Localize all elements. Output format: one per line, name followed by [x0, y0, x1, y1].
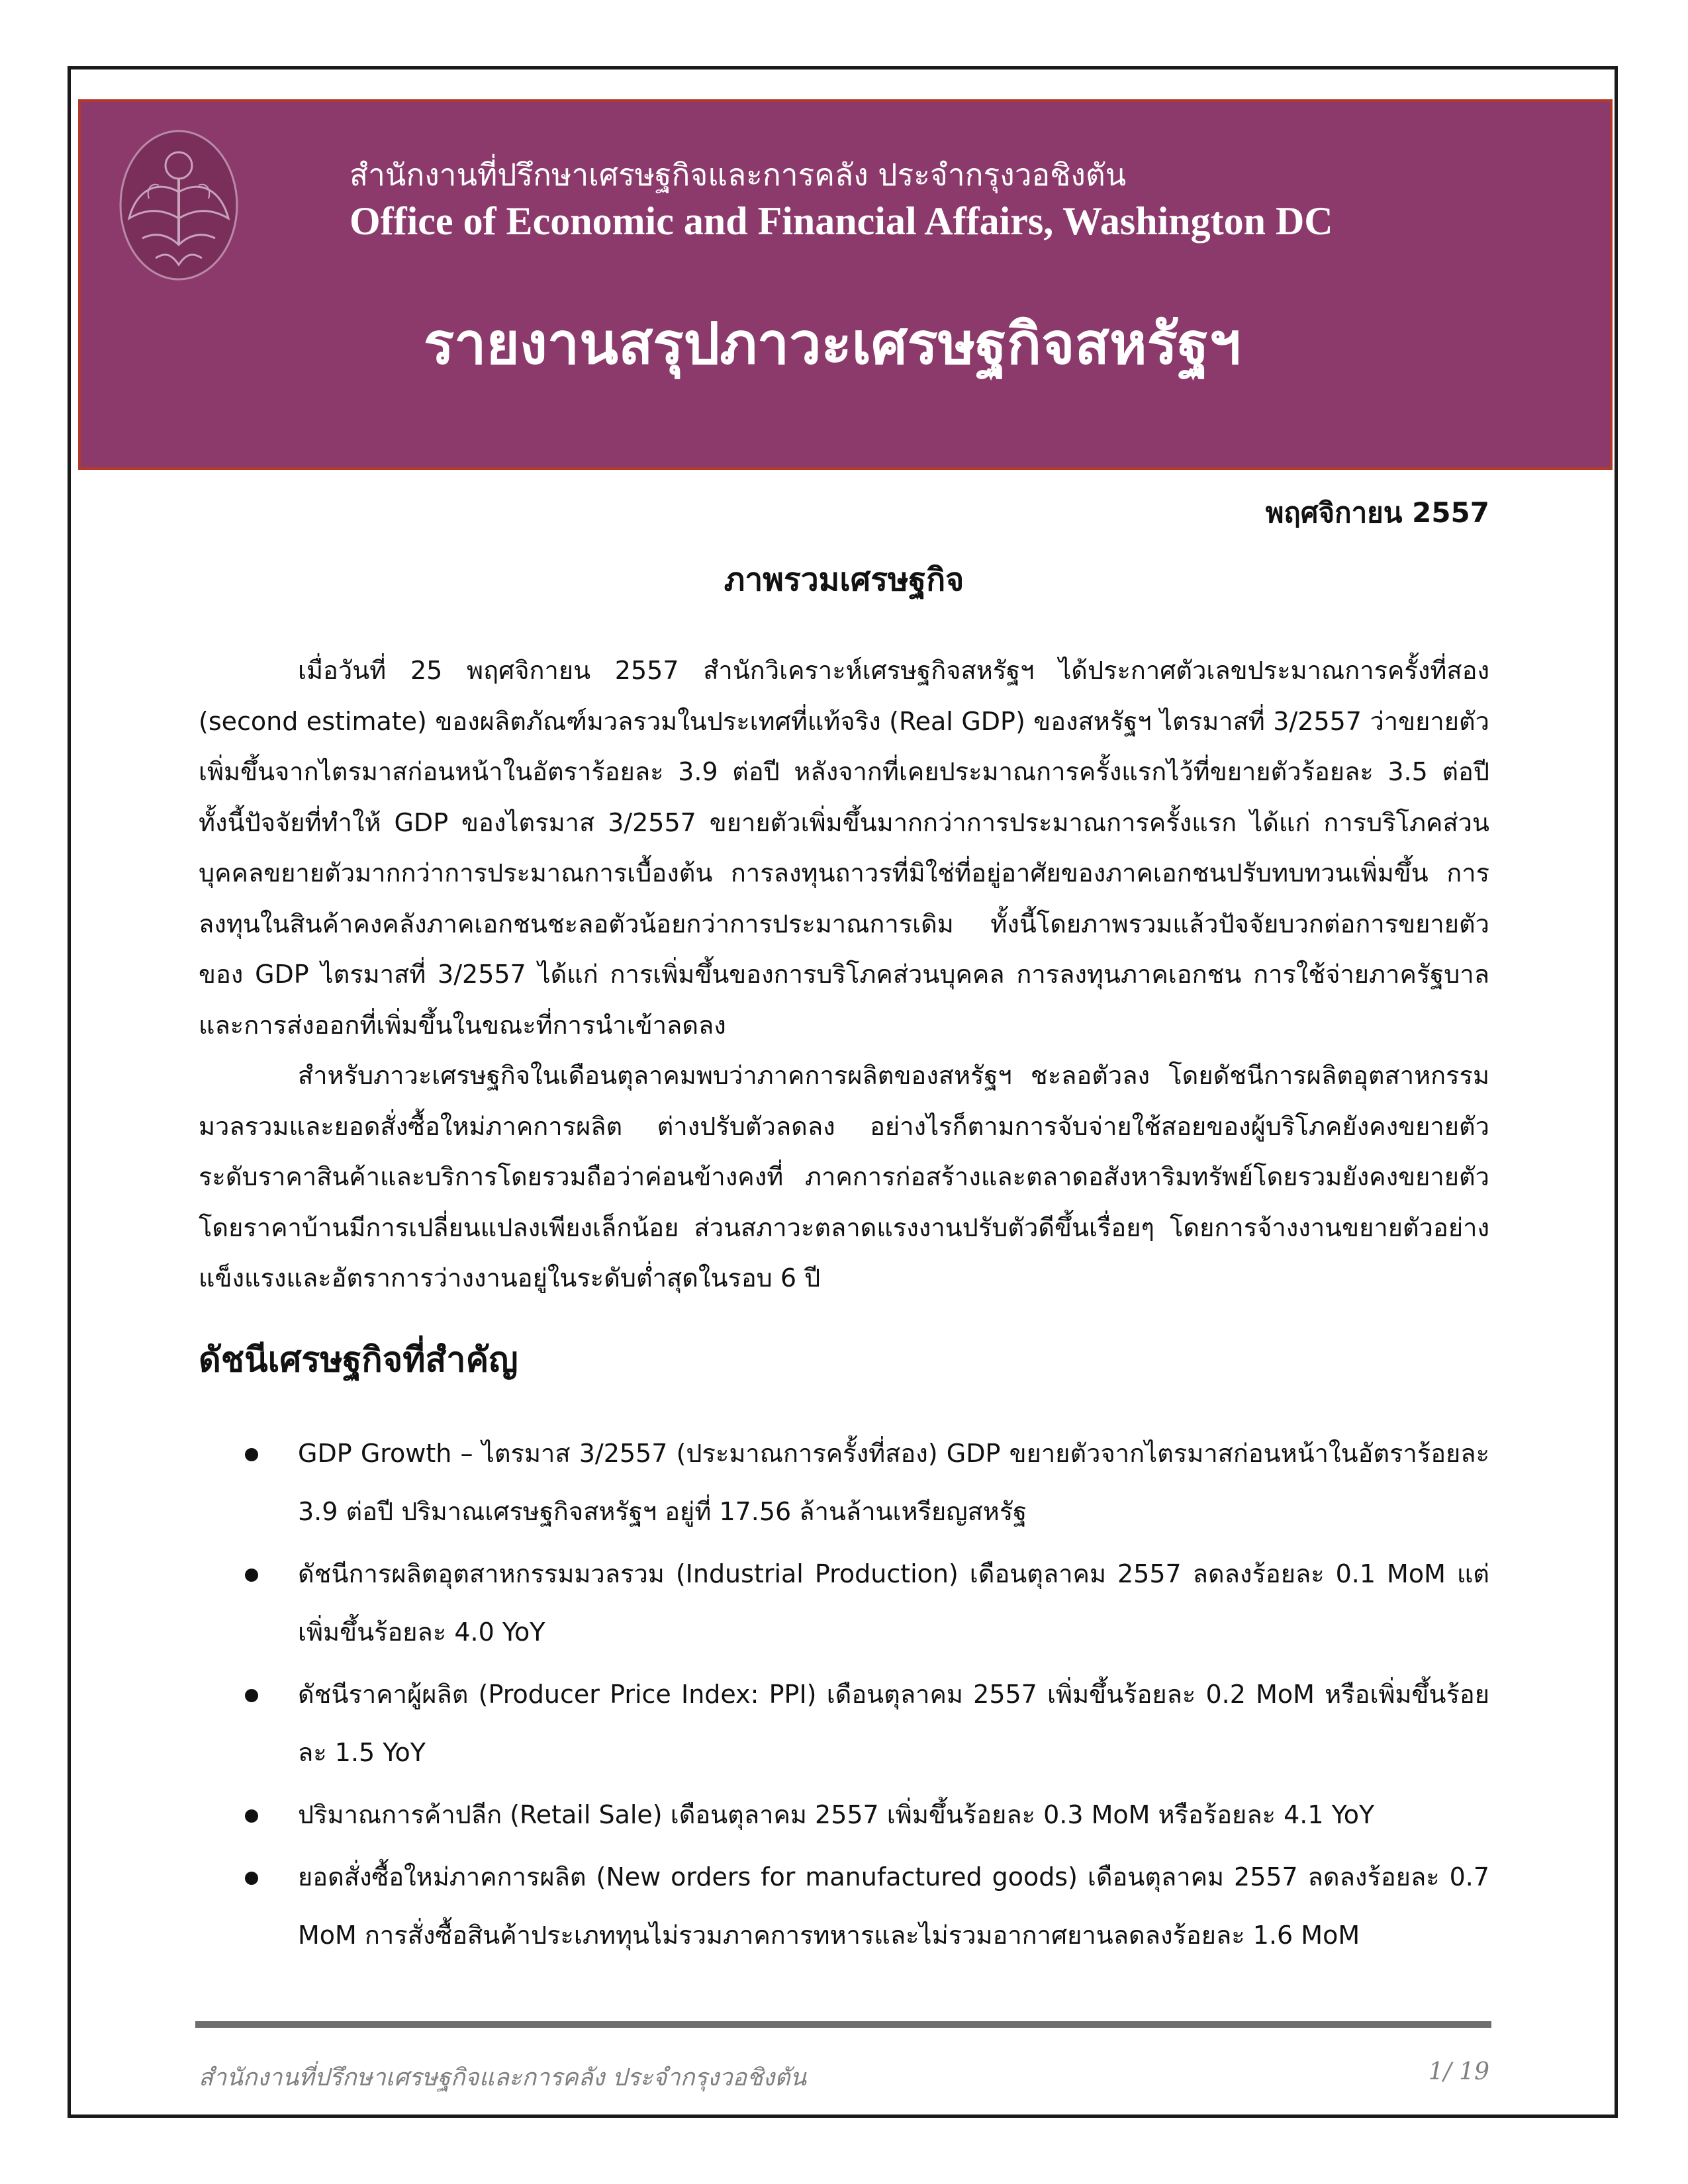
bullet-icon: [245, 1448, 258, 1461]
bullet-icon: [245, 1689, 258, 1702]
page-number: 1/ 19: [1428, 2058, 1489, 2085]
indicator-item: [199, 1424, 1489, 1541]
footer-office-name: สำนักงานที่ปรึกษาเศรษฐกิจและการคลัง ประจำกรุงวอชิงตัน: [199, 2064, 807, 2091]
indicator-text: ดัชนีการผลิตอุตสาหกรรมมวลรวม (Industrial Production) เดือนตุลาคม 2557 ลดลงร้อยละ 0.1 MoM แต่เพิ่มขึ้นร้อยละ 4.0 YoY: [298, 1559, 1489, 1647]
garuda-seal-icon: [116, 126, 242, 285]
indicator-text: ยอดสั่งซื้อใหม่ภาคการผลิต (New orders for manufactured goods) เดือนตุลาคม 2557 ลดลงร้อยละ 0.7 MoM การสั่งซื้อสินค้าประเภททุนไม่รวมภาคการทหารและไม่รวมอากาศยานลดลงร้อยละ 1.6 MoM: [298, 1862, 1489, 1950]
indicator-text: ปริมาณการค้าปลีก (Retail Sale) เดือนตุลาคม 2557 เพิ่มขึ้นร้อยละ 0.3 MoM หรือร้อยละ 4.1 YoY: [298, 1800, 1375, 1829]
report-date: พฤศจิกายน 2557: [1265, 496, 1489, 529]
overview-paragraph: เมื่อวันที่ 25 พฤศจิกายน 2557 สำนักวิเคราะห์เศรษฐกิจสหรัฐฯ ได้ประกาศตัวเลขประมาณการครั้งที่สอง (second estimate) ของผลิตภัณฑ์มวลรวมในประเทศที่แท้จริง (Real GDP) ของสหรัฐฯ ไตรมาสที่ 3/2557 ว่าขยายตัวเพิ่มขึ้นจากไตรมาสก่อนหน้าในอัตราร้อยละ 3.9 ต่อปี หลังจากที่เคยประมาณการครั้งแรกไว้ที่ขยายตัวร้อยละ 3.5 ต่อปี ทั้งนี้ปัจจัยที่ทำให้ GDP ของไตรมาส 3/2557 ขยายตัวเพิ่มขึ้นมากกว่าการประมาณการครั้งแรก ได้แก่ การบริโภคส่วนบุคคลขยายตัวมากกว่าการประมาณการเบื้องต้น การลงทุนถาวรที่มิใช่ที่อยู่อาศัยของภาคเอกชนปรับทบทวนเพิ่มขึ้น การลงทุนในสินค้าคงคลังภาคเอกชนชะลอตัวน้อยกว่าการประมาณการเดิม ทั้งนี้โดยภาพรวมแล้วปัจจัยบวกต่อการขยายตัวของ GDP ไตรมาสที่ 3/2557 ได้แก่ การเพิ่มขึ้นของการบริโภคส่วนบุคคล การลงทุนภาคเอกชน การใช้จ่ายภาครัฐบาลและการส่งออกที่เพิ่มขึ้นในขณะที่การนำเข้าลดลง: [199, 656, 1489, 1040]
office-name-english: Office of Economic and Financial Affairs, Washington DC: [350, 199, 1333, 243]
indicator-item: [199, 1848, 1489, 1964]
indicator-item: [199, 1665, 1489, 1782]
bullet-icon: [245, 1872, 258, 1885]
overview-body: [199, 645, 1489, 1304]
bullet-icon: [245, 1809, 258, 1823]
indicator-item: [199, 1786, 1489, 1844]
bullet-icon: [245, 1569, 258, 1582]
office-name-thai: สำนักงานที่ปรึกษาเศรษฐกิจและการคลัง ประจำกรุงวอชิงตัน: [350, 157, 1127, 193]
indicator-item: [199, 1545, 1489, 1661]
overview-paragraph: สำหรับภาวะเศรษฐกิจในเดือนตุลาคมพบว่าภาคการผลิตของสหรัฐฯ ชะลอตัวลง โดยดัชนีการผลิตอุตสาหกรรมมวลรวมและยอดสั่งซื้อใหม่ภาคการผลิต ต่างปรับตัวลดลง อย่างไรก็ตามการจับจ่ายใช้สอยของผู้บริโภคยังคงขยายตัว ระดับราคาสินค้าและบริการโดยรวมถือว่าค่อนข้างคงที่ ภาคการก่อสร้างและตลาดอสังหาริมทรัพย์โดยรวมยังคงขยายตัว โดยราคาบ้านมีการเปลี่ยนแปลงเพียงเล็กน้อย ส่วนสภาวะตลาดแรงงานปรับตัวดีขึ้นเรื่อยๆ โดยการจ้างงานขยายตัวอย่างแข็งแรงและอัตราการว่างงานอยู่ในระดับต่ำสุดในรอบ 6 ปี: [199, 1061, 1489, 1293]
footer-divider: [195, 2021, 1491, 2028]
overview-title: ภาพรวมเศรษฐกิจ: [724, 561, 964, 598]
indicator-text: ดัชนีราคาผู้ผลิต (Producer Price Index: PPI) เดือนตุลาคม 2557 เพิ่มขึ้นร้อยละ 0.2 MoM หรือเพิ่มขึ้นร้อยละ 1.5 YoY: [298, 1680, 1489, 1767]
report-title: รายงานสรุปภาวะเศรษฐกิจสหรัฐฯ: [424, 311, 1241, 377]
indicators-heading: ดัชนีเศรษฐกิจที่สำคัญ: [199, 1340, 518, 1380]
indicator-list: [199, 1424, 1489, 1968]
indicator-text: GDP Growth – ไตรมาส 3/2557 (ประมาณการครั้งที่สอง) GDP ขยายตัวจากไตรมาสก่อนหน้าในอัตราร้อยละ 3.9 ต่อปี ปริมาณเศรษฐกิจสหรัฐฯ อยู่ที่ 17.56 ล้านล้านเหรียญสหรัฐ: [298, 1439, 1489, 1526]
